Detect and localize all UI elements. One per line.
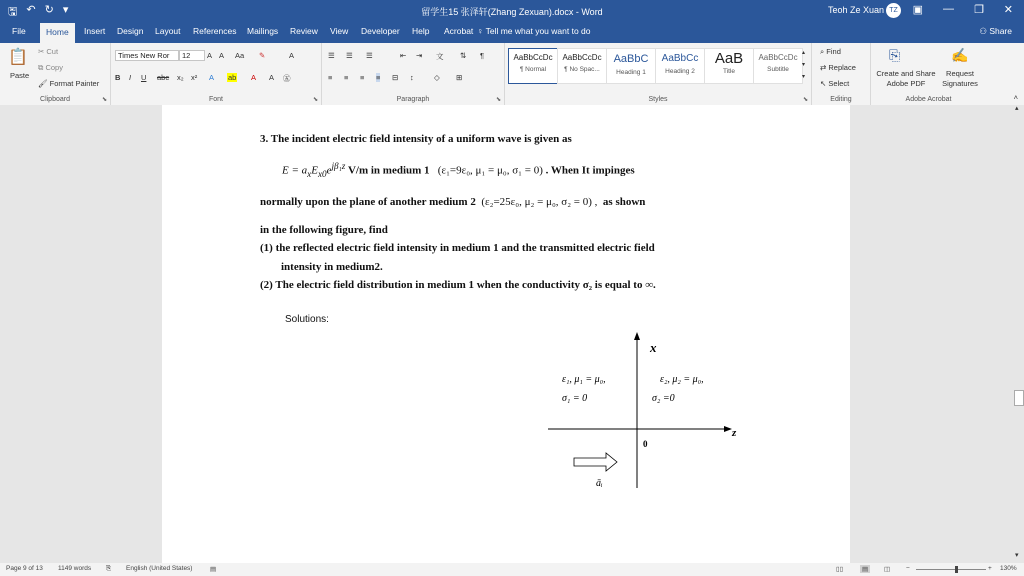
copy-button[interactable]: ⧉ Copy	[38, 63, 63, 72]
medium1-params: ε₁, μ₁ = μ₀,	[562, 374, 606, 385]
line-spacing-icon[interactable]: ↕	[410, 73, 414, 82]
underline-icon[interactable]: U	[141, 73, 147, 82]
z-axis-label: z	[732, 427, 737, 439]
x-axis-label: x	[650, 340, 657, 355]
zoom-in-icon[interactable]: +	[988, 565, 992, 572]
create-share-pdf-button[interactable]: Create and Share Adobe PDF	[876, 69, 936, 88]
font-launcher-icon[interactable]: ⬊	[312, 97, 318, 103]
select-button[interactable]: ↖ Select	[820, 79, 850, 88]
cut-button[interactable]: ✂ Cut	[38, 47, 59, 56]
tab-design[interactable]: Design	[117, 26, 144, 36]
enclose-char-icon[interactable]: ㊄	[283, 74, 291, 83]
page-count[interactable]: Page 9 of 13	[6, 565, 43, 572]
save-icon[interactable]: 🖫	[8, 6, 18, 18]
distributed-icon[interactable]: ⊟	[392, 73, 399, 82]
macro-record-icon[interactable]: ▤	[210, 566, 217, 573]
clipboard-group	[0, 43, 111, 105]
styles-more-icon[interactable]: ▾	[802, 74, 806, 80]
question-1a: (1) the reflected electric field intensity in medium 1 and the transmitted electric field	[260, 242, 655, 254]
user-name[interactable]: Teoh Ze Xuan	[827, 5, 884, 15]
style-title[interactable]: AaB Title	[704, 48, 754, 84]
paste-button[interactable]: Paste	[10, 71, 30, 80]
ribbon-tabs	[0, 21, 1024, 43]
medium2-params: ε₂, μ₂ = μ₀,	[660, 374, 704, 385]
font-color-icon[interactable]: A	[251, 73, 257, 82]
align-right-icon[interactable]: ≡	[360, 73, 365, 82]
acrobat-label: Adobe Acrobat	[905, 96, 952, 103]
font-size-select[interactable]: 12	[179, 50, 205, 61]
medium1-conductivity: σ₁ = 0	[562, 393, 588, 404]
avatar[interactable]: TZ	[886, 3, 901, 18]
scroll-down-icon[interactable]: ▾	[1015, 552, 1019, 559]
format-painter-button[interactable]: 🖌 Format Painter	[38, 79, 100, 88]
lightbulb-icon: ♀	[477, 26, 486, 36]
medium2-conductivity: σ₂ =0	[652, 393, 675, 404]
question-1b: intensity in medium2.	[281, 261, 383, 273]
zoom-level[interactable]: 130%	[1000, 565, 1017, 572]
char-shading-icon[interactable]: A	[269, 73, 275, 82]
shrink-font-icon[interactable]: A	[219, 51, 225, 60]
align-left-icon[interactable]: ≡	[328, 73, 333, 82]
clipboard-launcher-icon[interactable]: ⬊	[101, 97, 107, 103]
style-subtitle[interactable]: AaBbCcDc Subtitle	[753, 48, 803, 84]
text-line-4: in the following figure, find	[260, 224, 388, 236]
request-signatures-icon: ✍	[951, 47, 969, 63]
tab-file[interactable]: File	[12, 26, 26, 36]
scrollbar-thumb[interactable]	[1014, 390, 1024, 406]
tab-home[interactable]: Home	[40, 23, 75, 43]
italic-icon[interactable]: I	[129, 73, 132, 82]
sort-icon[interactable]: ⇅	[460, 51, 467, 60]
pilcrow-icon[interactable]: ¶	[480, 51, 485, 60]
find-button[interactable]: ⌕ Find	[820, 47, 841, 56]
font-name-select[interactable]: Times New Ror	[115, 50, 179, 61]
window-title: 留学生15 张泽轩(Zhang Zexuan).docx - Word	[421, 7, 603, 17]
z-axis-arrowhead	[724, 426, 732, 432]
ribbon	[0, 43, 1024, 106]
zoom-slider[interactable]	[916, 569, 986, 570]
ribbon-display-icon[interactable]: ▣	[912, 4, 923, 16]
multilevel-icon[interactable]: ☰	[366, 51, 373, 60]
styles-scroll-down-icon[interactable]: ▾	[802, 62, 806, 68]
increase-indent-icon[interactable]: ⇥	[416, 51, 423, 60]
justify-icon[interactable]: ≡	[376, 73, 381, 82]
interface-figure	[542, 330, 742, 490]
title-bar	[0, 0, 1024, 21]
tab-insert[interactable]: Insert	[84, 26, 106, 36]
char-border-icon[interactable]: A	[289, 51, 295, 60]
style-heading-2[interactable]: AaBbCc Heading 2	[655, 48, 705, 84]
tab-view[interactable]: View	[330, 26, 349, 36]
paragraph-launcher-icon[interactable]: ⬊	[495, 97, 501, 103]
language-indicator[interactable]: English (United States)	[126, 565, 193, 572]
person-icon: ⚇	[979, 26, 990, 36]
highlight-icon[interactable]: ab	[228, 73, 237, 82]
clear-format-icon[interactable]: ✎	[259, 51, 266, 60]
zoom-out-icon[interactable]: −	[906, 565, 910, 572]
font-label: Font	[208, 96, 223, 103]
styles-label: Styles	[648, 96, 668, 103]
numbering-icon[interactable]: ☰	[346, 51, 353, 60]
styles-launcher-icon[interactable]: ⬊	[802, 97, 808, 103]
text-effects-icon[interactable]: A	[209, 73, 215, 82]
tab-acrobat[interactable]: Acrobat	[444, 26, 474, 36]
style-no-spacing[interactable]: AaBbCcDc ¶ No Spac...	[557, 48, 607, 84]
vertical-scrollbar[interactable]	[1012, 105, 1024, 563]
undo-icon[interactable]: ↶	[26, 4, 36, 16]
incident-arrow	[574, 453, 617, 471]
subscript-icon[interactable]: x₂	[177, 73, 184, 82]
replace-icon: ⇄	[820, 63, 829, 72]
replace-button[interactable]: ⇄ Replace	[820, 63, 856, 72]
shading-icon[interactable]: ◇	[434, 73, 440, 82]
paste-icon[interactable]: 📋	[8, 49, 28, 66]
acrobat-group	[871, 43, 986, 105]
styles-group	[505, 43, 812, 105]
editing-group	[812, 43, 871, 105]
equation-line: $E = a_xE_{x0}e^{j\beta_1z}$ V/m in medium 1 (ε₁=9ε₀, μ₁ = μ₀, σ₁ = 0) . When It impinges	[282, 161, 635, 179]
superscript-icon[interactable]: x²	[191, 73, 198, 82]
borders-icon[interactable]: ⊞	[456, 73, 463, 82]
search-icon: ⌕	[820, 47, 827, 56]
word-count[interactable]: 1149 words	[58, 565, 92, 572]
scroll-up-icon[interactable]: ▴	[1015, 105, 1019, 112]
redo-icon[interactable]: ↻	[44, 4, 54, 16]
text-line-3: normally upon the plane of another medium 2 (ε₂=25ε₀, μ₂ = μ₀, σ₂ = 0) , as shown	[260, 196, 646, 208]
request-signatures-button[interactable]: Request Signatures	[942, 69, 978, 88]
web-layout-icon[interactable]: ◫	[884, 566, 891, 573]
document-area[interactable]	[0, 105, 1024, 563]
restore-icon[interactable]: ❐	[974, 4, 984, 16]
tab-layout[interactable]: Layout	[155, 26, 181, 36]
close-icon[interactable]: ✕	[1003, 4, 1013, 16]
align-center-icon[interactable]: ≡	[344, 73, 349, 82]
styles-scroll-up-icon[interactable]: ▴	[802, 50, 806, 56]
tab-developer[interactable]: Developer	[361, 26, 400, 36]
question-title: 3. The incident electric field intensity of a uniform wave is given as	[260, 133, 572, 145]
tell-me-search[interactable]: ♀ Tell me what you want to do	[477, 26, 591, 36]
origin-label: 0	[643, 439, 648, 449]
style-heading-1[interactable]: AaBbC Heading 1	[606, 48, 656, 84]
decrease-indent-icon[interactable]: ⇤	[400, 51, 407, 60]
bullets-icon[interactable]: ☰	[328, 51, 335, 60]
tab-references[interactable]: References	[193, 26, 237, 36]
editing-label: Editing	[830, 96, 852, 103]
clipboard-label: Clipboard	[40, 96, 70, 103]
share-button[interactable]: ⚇ Share	[979, 26, 1012, 36]
question-2: (2) The electric field distribution in medium 1 when the conductivity σ₂ is equal to ∞.	[260, 279, 656, 291]
paragraph-group	[322, 43, 505, 105]
solutions-label: Solutions:	[285, 314, 329, 325]
minimize-icon[interactable]: —	[943, 3, 954, 15]
incident-direction-label: āᵢ	[596, 478, 603, 489]
document-page[interactable]	[162, 105, 850, 563]
bold-icon[interactable]: B	[115, 73, 121, 82]
read-mode-icon[interactable]: ▯▯	[836, 566, 844, 573]
create-pdf-icon: ⎘	[889, 47, 901, 63]
proofing-icon[interactable]: ⎘	[106, 565, 112, 572]
style-normal[interactable]: AaBbCcDc ¶ Normal	[508, 48, 558, 84]
asian-layout-icon[interactable]: 文	[436, 52, 444, 61]
tab-mailings[interactable]: Mailings	[247, 26, 279, 36]
status-bar	[0, 563, 1024, 576]
font-group	[111, 43, 322, 105]
grow-font-icon[interactable]: A	[207, 51, 213, 60]
paragraph-label: Paragraph	[396, 96, 430, 103]
tab-help[interactable]: Help	[412, 26, 430, 36]
cursor-icon: ↖	[820, 79, 829, 88]
x-axis-arrowhead	[634, 332, 640, 340]
print-layout-icon[interactable]: ▤	[862, 566, 869, 573]
collapse-ribbon-icon[interactable]: ˄	[1013, 93, 1018, 102]
tab-review[interactable]: Review	[290, 26, 318, 36]
change-case-icon[interactable]: Aa	[235, 51, 245, 60]
strikethrough-icon[interactable]: abc	[157, 73, 170, 82]
customize-qat-icon[interactable]: ▾	[62, 4, 69, 16]
zoom-slider-thumb[interactable]	[955, 566, 958, 573]
